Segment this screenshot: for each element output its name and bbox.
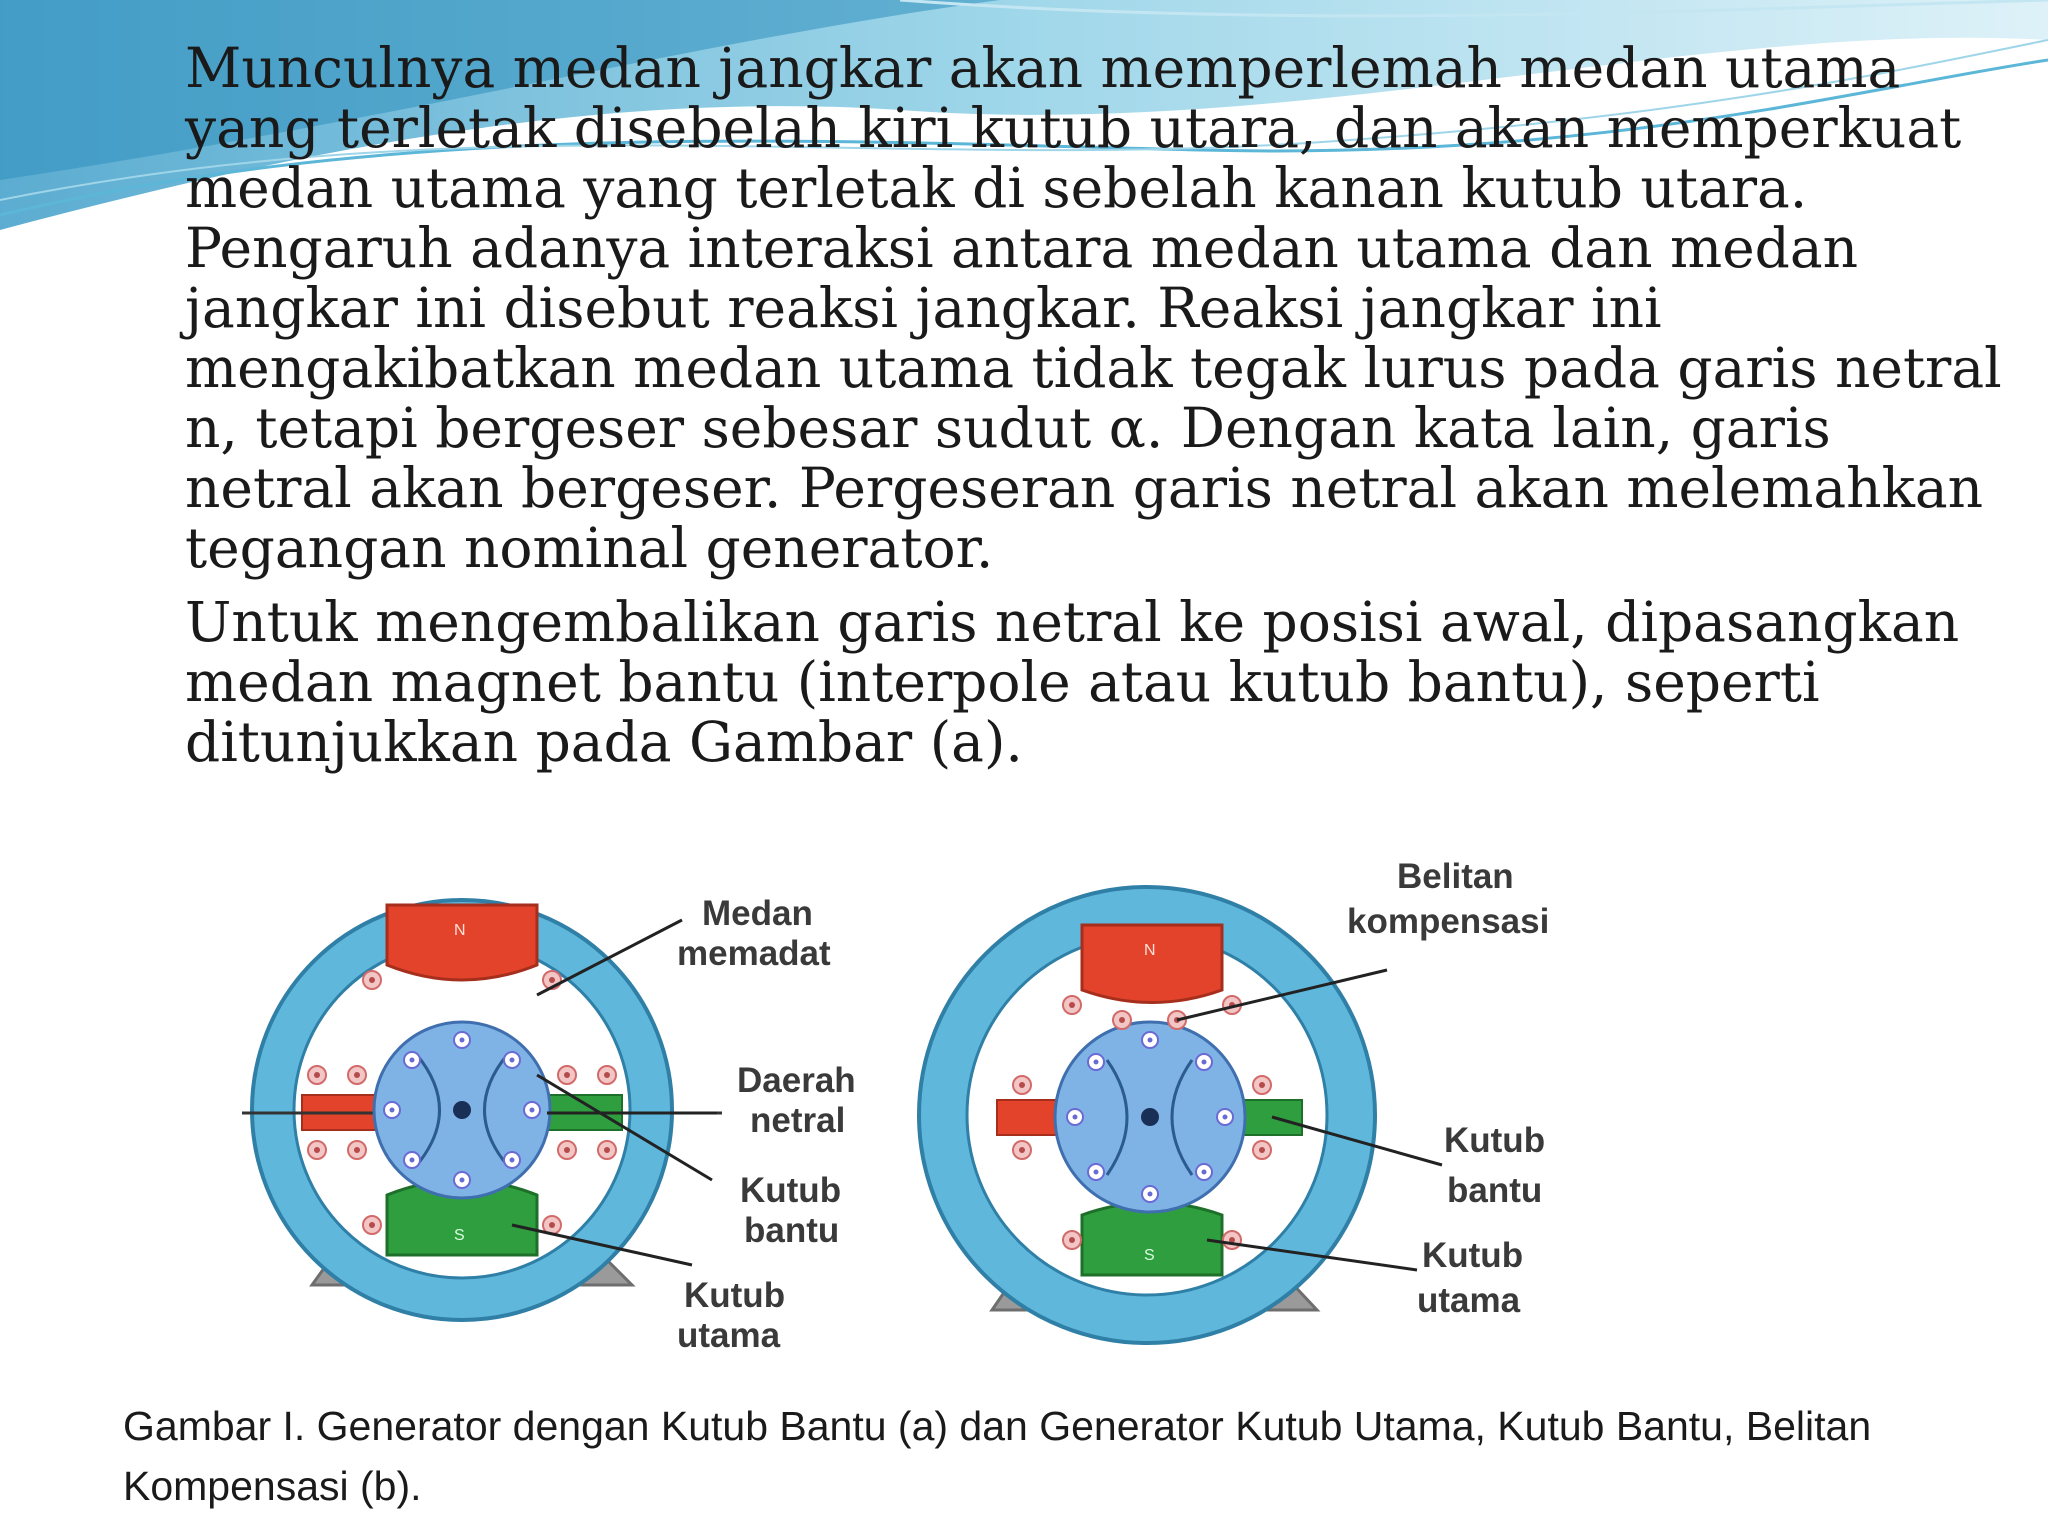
figure-caption: Gambar I. Generator dengan Kutub Bantu (a) dan Generator Kutub Utama, Kutub Bantu, Belitan Kompensasi (b). bbox=[123, 1403, 1872, 1509]
north-pole-b bbox=[1082, 925, 1222, 1003]
paragraph-2: Untuk mengembalikan garis netral ke posisi awal, dipasangkan medan magnet bantu (interpole atau kutub bantu), seperti ditunjukkan pada Gambar (a). bbox=[185, 590, 1960, 774]
label-kutub-bantu-b: Kutub bantu bbox=[1444, 1121, 1546, 1210]
body-text bbox=[185, 38, 2005, 772]
south-pole-letter-b: S bbox=[1144, 1247, 1155, 1264]
generator-a-diagram bbox=[242, 900, 722, 1320]
label-medan-memadat: Medan memadat bbox=[677, 894, 831, 973]
generator-b-diagram bbox=[919, 887, 1442, 1343]
label-kutub-utama-b: Kutub utama bbox=[1417, 1236, 1524, 1320]
label-daerah-netral: Daerah netral bbox=[737, 1061, 856, 1140]
north-pole-letter-a: N bbox=[454, 922, 466, 939]
north-pole-a bbox=[387, 905, 537, 980]
label-kutub-bantu-a: Kutub bantu bbox=[740, 1171, 842, 1250]
label-belitan-kompensasi: Belitan kompensasi bbox=[1347, 857, 1550, 941]
north-pole-letter-b: N bbox=[1144, 942, 1156, 959]
label-kutub-utama-a: Kutub utama bbox=[677, 1276, 786, 1355]
paragraph-1: Munculnya medan jangkar akan memperlemah medan utama yang terletak disebelah kiri kutub utara, dan akan memperkuat medan utama yang terletak di sebelah kanan kutub utara. Pengaruh adanya interaksi antara medan utama dan medan jangkar ini disebut reaksi jangkar. Reaksi jangkar ini mengakibatkan medan utama tidak tegak lurus pada garis netral n, tetapi bergeser sebesar sudut α. Dengan kata lain, garis netral akan bergeser. Pergeseran garis netral akan melemahkan tegangan nominal generator. bbox=[185, 36, 2002, 580]
south-pole-letter-a: S bbox=[454, 1227, 465, 1244]
generator-figure bbox=[222, 845, 1610, 1370]
